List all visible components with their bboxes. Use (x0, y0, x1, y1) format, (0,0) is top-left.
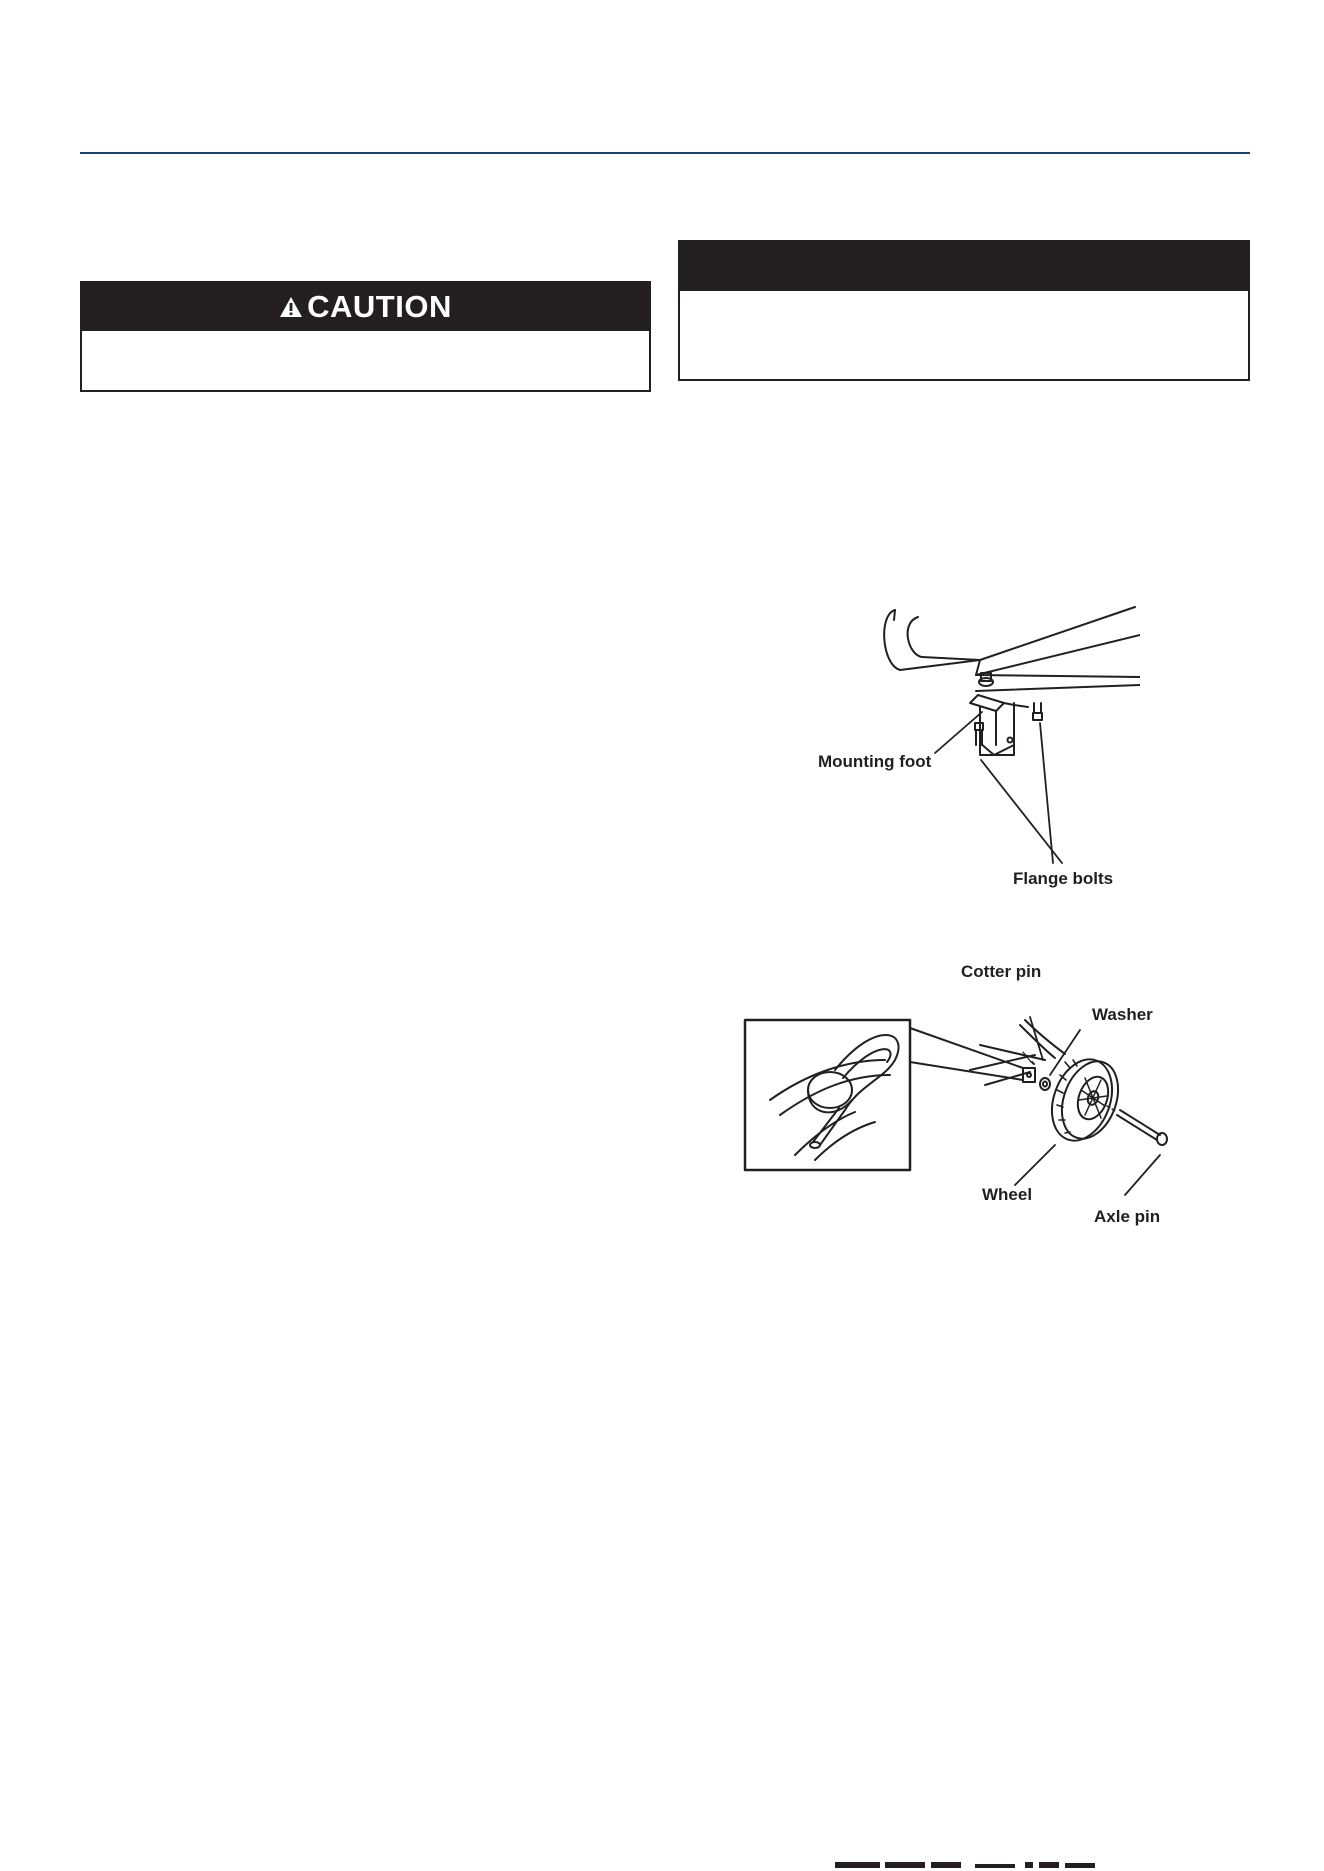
warning-triangle-icon (279, 296, 303, 318)
flange-bolts-label: Flange bolts (1013, 869, 1114, 888)
header-rule (80, 152, 1250, 154)
right-notice (678, 240, 1250, 381)
wheel-assembly-figure (735, 950, 1205, 1230)
caution-notice-header (82, 283, 649, 331)
wheel-assembly-illustration (735, 950, 1205, 1230)
mounting-foot-illustration (800, 595, 1140, 895)
right-notice-header (680, 242, 1248, 291)
mounting-foot-figure (800, 595, 1140, 895)
mounting-foot-label: Mounting foot (818, 752, 932, 771)
axle-pin-label: Axle pin (1094, 1207, 1161, 1226)
caution-heading: CAUTION (307, 289, 452, 324)
caution-notice (80, 281, 651, 392)
cotter-pin-label: Cotter pin (961, 962, 1042, 981)
footer-edge-marks (835, 1862, 1135, 1868)
washer-label: Washer (1092, 1005, 1153, 1024)
wheel-label: Wheel (982, 1185, 1033, 1204)
